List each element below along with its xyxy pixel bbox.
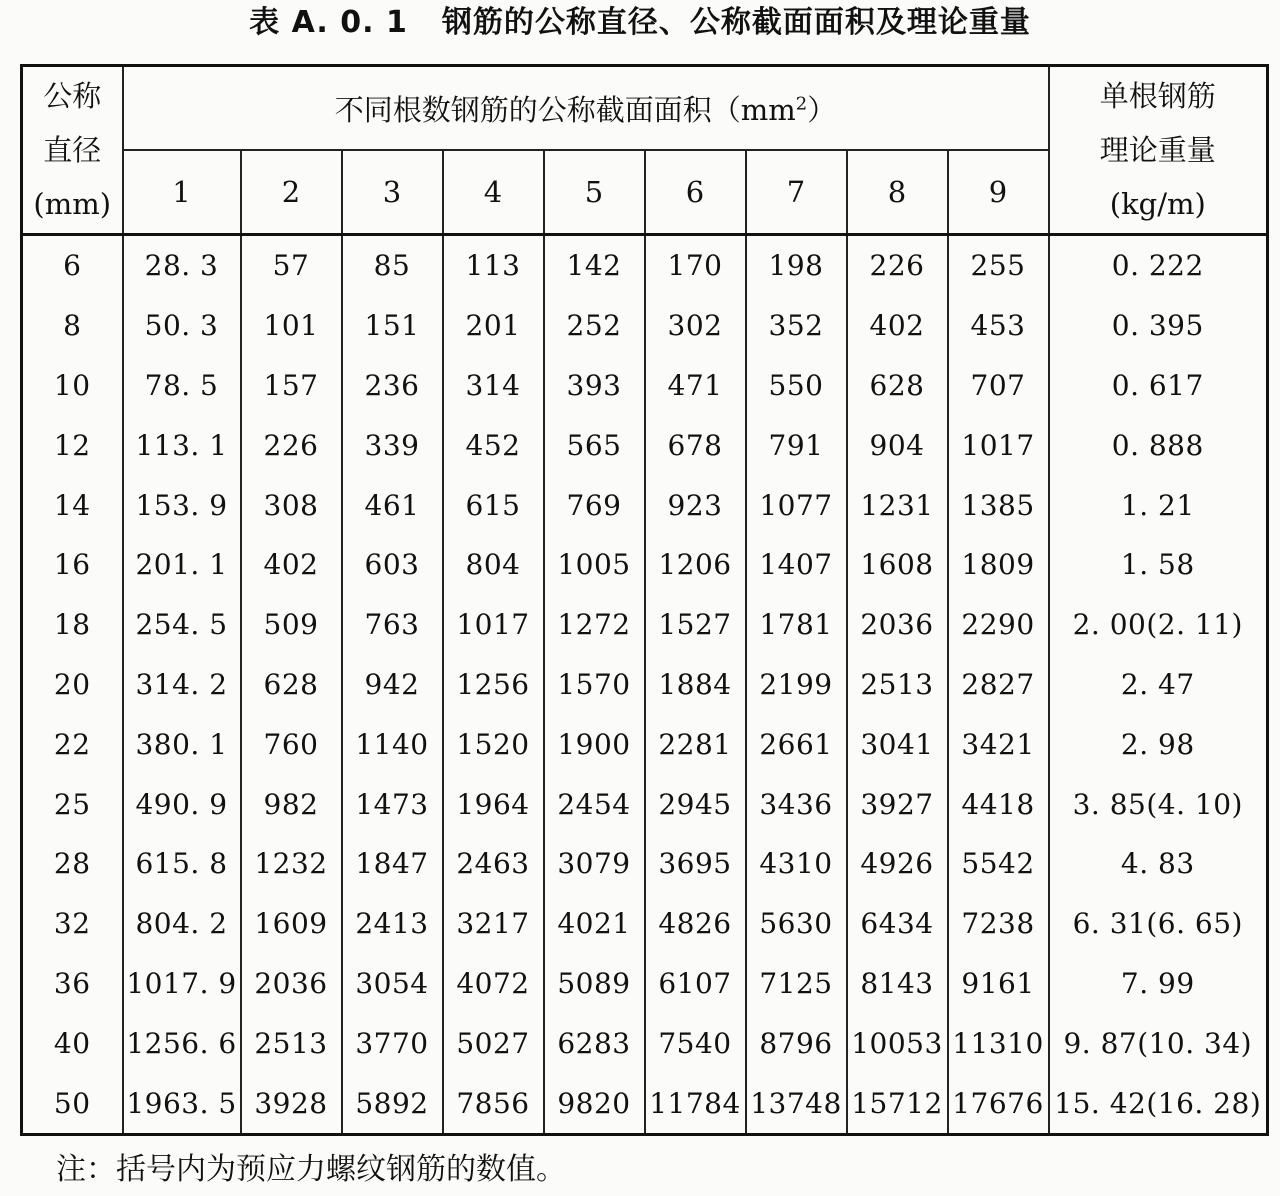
area-cell: 1017. 9 <box>123 954 241 1014</box>
area-cell: 904 <box>847 415 948 475</box>
area-cell: 6107 <box>645 954 746 1014</box>
weight-cell: 4. 83 <box>1049 834 1268 894</box>
area-cell: 628 <box>847 356 948 416</box>
area-cell: 4826 <box>645 894 746 954</box>
table-row <box>22 834 1268 894</box>
area-cell: 1272 <box>544 595 645 655</box>
area-cell: 509 <box>241 595 342 655</box>
area-cell: 3436 <box>746 774 847 834</box>
area-cell: 678 <box>645 415 746 475</box>
area-cell: 1077 <box>746 475 847 535</box>
area-cell: 1017 <box>948 415 1049 475</box>
area-cell: 236 <box>342 356 443 416</box>
table-row <box>22 475 1268 535</box>
weight-cell: 0. 617 <box>1049 356 1268 416</box>
header-diameter-line: 直径 <box>43 133 102 167</box>
area-cell: 1231 <box>847 475 948 535</box>
header-weight <box>1049 66 1268 235</box>
area-cell: 3041 <box>847 714 948 774</box>
rebar-table <box>20 64 1269 1136</box>
area-cell: 113. 1 <box>123 415 241 475</box>
area-cell: 3927 <box>847 774 948 834</box>
weight-cell: 6. 31(6. 65) <box>1049 894 1268 954</box>
area-cell: 3928 <box>241 1073 342 1134</box>
area-cell: 3217 <box>443 894 544 954</box>
area-cell: 201. 1 <box>123 535 241 595</box>
area-cell: 2945 <box>645 774 746 834</box>
area-cell: 6283 <box>544 1013 645 1073</box>
area-cell: 603 <box>342 535 443 595</box>
area-cell: 5630 <box>746 894 847 954</box>
table-row <box>22 235 1268 296</box>
area-cell: 461 <box>342 475 443 535</box>
area-cell: 4926 <box>847 834 948 894</box>
diameter-cell: 28 <box>22 834 123 894</box>
area-cell: 5892 <box>342 1073 443 1134</box>
area-cell: 615 <box>443 475 544 535</box>
area-cell: 4418 <box>948 774 1049 834</box>
header-count-cell: 6 <box>645 150 746 235</box>
header-count-cell: 2 <box>241 150 342 235</box>
area-cell: 17676 <box>948 1073 1049 1134</box>
area-cell: 1609 <box>241 894 342 954</box>
area-cell: 1884 <box>645 655 746 715</box>
area-cell: 615. 8 <box>123 834 241 894</box>
area-cell: 1520 <box>443 714 544 774</box>
area-cell: 7238 <box>948 894 1049 954</box>
area-cell: 7856 <box>443 1073 544 1134</box>
area-cell: 7125 <box>746 954 847 1014</box>
area-cell: 804 <box>443 535 544 595</box>
header-count-cell: 7 <box>746 150 847 235</box>
header-weight-line: (kg/m) <box>1109 187 1206 221</box>
area-cell: 565 <box>544 415 645 475</box>
header-area-end: ） <box>807 92 837 127</box>
area-cell: 453 <box>948 296 1049 356</box>
area-cell: 471 <box>645 356 746 416</box>
area-cell: 490. 9 <box>123 774 241 834</box>
weight-cell: 9. 87(10. 34) <box>1049 1013 1268 1073</box>
area-cell: 308 <box>241 475 342 535</box>
area-cell: 1963. 5 <box>123 1073 241 1134</box>
header-count-cell: 9 <box>948 150 1049 235</box>
diameter-cell: 50 <box>22 1073 123 1134</box>
diameter-cell: 22 <box>22 714 123 774</box>
table-row <box>22 774 1268 834</box>
area-cell: 1232 <box>241 834 342 894</box>
table-row <box>22 415 1268 475</box>
header-count-cell: 5 <box>544 150 645 235</box>
table-body <box>22 235 1268 1135</box>
area-cell: 2281 <box>645 714 746 774</box>
diameter-cell: 25 <box>22 774 123 834</box>
area-cell: 5542 <box>948 834 1049 894</box>
area-cell: 2036 <box>847 595 948 655</box>
weight-cell: 15. 42(16. 28) <box>1049 1073 1268 1134</box>
table-row <box>22 535 1268 595</box>
area-cell: 4310 <box>746 834 847 894</box>
area-cell: 314 <box>443 356 544 416</box>
area-cell: 101 <box>241 296 342 356</box>
header-area-group <box>123 66 1049 151</box>
area-cell: 2413 <box>342 894 443 954</box>
header-diameter-line: (mm) <box>33 187 112 221</box>
area-cell: 2513 <box>241 1013 342 1073</box>
area-cell: 157 <box>241 356 342 416</box>
weight-cell: 2. 00(2. 11) <box>1049 595 1268 655</box>
footnote: 注：括号内为预应力螺纹钢筋的数值。 <box>56 1152 566 1187</box>
area-cell: 314. 2 <box>123 655 241 715</box>
diameter-cell: 16 <box>22 535 123 595</box>
table-title <box>0 0 1280 48</box>
header-count-cell: 8 <box>847 150 948 235</box>
weight-cell: 7. 99 <box>1049 954 1268 1014</box>
area-cell: 760 <box>241 714 342 774</box>
table-code: 表 A. 0. 1 <box>249 5 408 40</box>
area-cell: 1570 <box>544 655 645 715</box>
header-area-sup: 2 <box>795 92 808 114</box>
area-cell: 339 <box>342 415 443 475</box>
area-cell: 1206 <box>645 535 746 595</box>
area-cell: 763 <box>342 595 443 655</box>
header-weight-line: 单根钢筋 <box>1099 79 1216 113</box>
area-cell: 9161 <box>948 954 1049 1014</box>
area-cell: 2661 <box>746 714 847 774</box>
area-cell: 170 <box>645 235 746 296</box>
area-cell: 3054 <box>342 954 443 1014</box>
header-count-cell: 4 <box>443 150 544 235</box>
header-area-text: 不同根数钢筋的公称截面面积（mm <box>334 92 796 127</box>
weight-cell: 0. 395 <box>1049 296 1268 356</box>
diameter-cell: 40 <box>22 1013 123 1073</box>
area-cell: 5027 <box>443 1013 544 1073</box>
area-cell: 302 <box>645 296 746 356</box>
area-cell: 1900 <box>544 714 645 774</box>
diameter-cell: 20 <box>22 655 123 715</box>
area-cell: 352 <box>746 296 847 356</box>
area-cell: 15712 <box>847 1073 948 1134</box>
area-cell: 9820 <box>544 1073 645 1134</box>
table-row <box>22 356 1268 416</box>
area-cell: 923 <box>645 475 746 535</box>
area-cell: 2827 <box>948 655 1049 715</box>
area-cell: 13748 <box>746 1073 847 1134</box>
table-row <box>22 595 1268 655</box>
area-cell: 1781 <box>746 595 847 655</box>
area-cell: 1407 <box>746 535 847 595</box>
table-row <box>22 296 1268 356</box>
area-cell: 2036 <box>241 954 342 1014</box>
area-cell: 769 <box>544 475 645 535</box>
table-row <box>22 1013 1268 1073</box>
area-cell: 982 <box>241 774 342 834</box>
area-cell: 1017 <box>443 595 544 655</box>
table-row <box>22 655 1268 715</box>
area-cell: 402 <box>847 296 948 356</box>
area-cell: 1809 <box>948 535 1049 595</box>
weight-cell: 2. 47 <box>1049 655 1268 715</box>
area-cell: 50. 3 <box>123 296 241 356</box>
area-cell: 550 <box>746 356 847 416</box>
diameter-cell: 18 <box>22 595 123 655</box>
area-cell: 2290 <box>948 595 1049 655</box>
weight-cell: 2. 98 <box>1049 714 1268 774</box>
area-cell: 11784 <box>645 1073 746 1134</box>
area-cell: 226 <box>847 235 948 296</box>
weight-cell: 1. 58 <box>1049 535 1268 595</box>
area-cell: 393 <box>544 356 645 416</box>
area-cell: 942 <box>342 655 443 715</box>
header-count-cell: 3 <box>342 150 443 235</box>
header-weight-line: 理论重量 <box>1099 133 1216 167</box>
area-cell: 1608 <box>847 535 948 595</box>
area-cell: 1256. 6 <box>123 1013 241 1073</box>
area-cell: 2513 <box>847 655 948 715</box>
area-cell: 3695 <box>645 834 746 894</box>
area-cell: 252 <box>544 296 645 356</box>
weight-cell: 0. 888 <box>1049 415 1268 475</box>
area-cell: 2454 <box>544 774 645 834</box>
area-cell: 3421 <box>948 714 1049 774</box>
area-cell: 254. 5 <box>123 595 241 655</box>
area-cell: 791 <box>746 415 847 475</box>
area-cell: 402 <box>241 535 342 595</box>
diameter-cell: 36 <box>22 954 123 1014</box>
area-cell: 452 <box>443 415 544 475</box>
area-cell: 57 <box>241 235 342 296</box>
table-row <box>22 1073 1268 1134</box>
diameter-cell: 8 <box>22 296 123 356</box>
area-cell: 1005 <box>544 535 645 595</box>
area-cell: 804. 2 <box>123 894 241 954</box>
table-title-text: 钢筋的公称直径、公称截面面积及理论重量 <box>441 5 1031 40</box>
area-cell: 2199 <box>746 655 847 715</box>
diameter-cell: 14 <box>22 475 123 535</box>
weight-cell: 3. 85(4. 10) <box>1049 774 1268 834</box>
area-cell: 1256 <box>443 655 544 715</box>
table-row <box>22 954 1268 1014</box>
area-cell: 1964 <box>443 774 544 834</box>
header-diameter <box>22 66 123 235</box>
area-cell: 4072 <box>443 954 544 1014</box>
diameter-cell: 12 <box>22 415 123 475</box>
area-cell: 380. 1 <box>123 714 241 774</box>
area-cell: 8796 <box>746 1013 847 1073</box>
weight-cell: 0. 222 <box>1049 235 1268 296</box>
diameter-cell: 32 <box>22 894 123 954</box>
area-cell: 85 <box>342 235 443 296</box>
weight-cell: 1. 21 <box>1049 475 1268 535</box>
area-cell: 151 <box>342 296 443 356</box>
area-cell: 7540 <box>645 1013 746 1073</box>
table-row <box>22 894 1268 954</box>
area-cell: 1140 <box>342 714 443 774</box>
area-cell: 3770 <box>342 1013 443 1073</box>
area-cell: 3079 <box>544 834 645 894</box>
area-cell: 10053 <box>847 1013 948 1073</box>
area-cell: 255 <box>948 235 1049 296</box>
area-cell: 78. 5 <box>123 356 241 416</box>
area-cell: 628 <box>241 655 342 715</box>
area-cell: 1385 <box>948 475 1049 535</box>
area-cell: 198 <box>746 235 847 296</box>
area-cell: 113 <box>443 235 544 296</box>
table-row <box>22 714 1268 774</box>
area-cell: 6434 <box>847 894 948 954</box>
area-cell: 142 <box>544 235 645 296</box>
area-cell: 226 <box>241 415 342 475</box>
area-cell: 1473 <box>342 774 443 834</box>
diameter-cell: 10 <box>22 356 123 416</box>
area-cell: 153. 9 <box>123 475 241 535</box>
area-cell: 4021 <box>544 894 645 954</box>
area-cell: 201 <box>443 296 544 356</box>
header-diameter-line: 公称 <box>43 79 102 113</box>
header-count-cell: 1 <box>123 150 241 235</box>
area-cell: 1847 <box>342 834 443 894</box>
area-cell: 11310 <box>948 1013 1049 1073</box>
area-cell: 5089 <box>544 954 645 1014</box>
diameter-cell: 6 <box>22 235 123 296</box>
area-cell: 1527 <box>645 595 746 655</box>
area-cell: 8143 <box>847 954 948 1014</box>
area-cell: 707 <box>948 356 1049 416</box>
area-cell: 2463 <box>443 834 544 894</box>
area-cell: 28. 3 <box>123 235 241 296</box>
